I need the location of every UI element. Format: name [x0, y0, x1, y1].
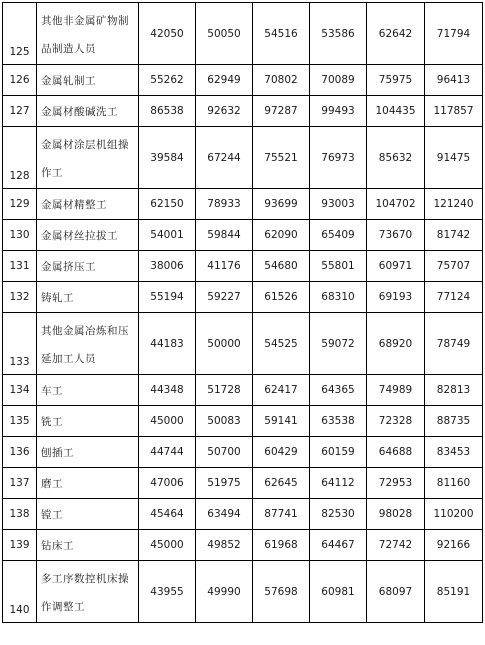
wage-value-cell: 59072 [310, 313, 367, 375]
wage-value-cell: 88735 [425, 406, 483, 437]
wage-value-cell: 64688 [367, 437, 425, 468]
occupation-cell: 金属材酸碱洗工 [37, 96, 139, 127]
wage-value-cell: 54516 [253, 3, 310, 65]
wage-table [2, 2, 483, 623]
wage-value-cell: 53586 [310, 3, 367, 65]
wage-value-cell: 51728 [196, 375, 253, 406]
table-row [3, 3, 483, 65]
wage-value-cell: 75521 [253, 127, 310, 189]
wage-value-cell: 82530 [310, 499, 367, 530]
table-row [3, 127, 483, 189]
table-row [3, 375, 483, 406]
occupation-cell: 金属材涂层机组操作工 [37, 127, 139, 189]
occupation-cell: 金属挤压工 [37, 251, 139, 282]
wage-value-cell: 45464 [139, 499, 196, 530]
wage-value-cell: 50000 [196, 313, 253, 375]
wage-value-cell: 92632 [196, 96, 253, 127]
occupation-cell: 钻床工 [37, 530, 139, 561]
wage-value-cell: 62642 [367, 3, 425, 65]
wage-value-cell: 91475 [425, 127, 483, 189]
wage-value-cell: 70089 [310, 65, 367, 96]
wage-value-cell: 73670 [367, 220, 425, 251]
wage-value-cell: 54525 [253, 313, 310, 375]
wage-value-cell: 50083 [196, 406, 253, 437]
wage-value-cell: 44183 [139, 313, 196, 375]
wage-value-cell: 104435 [367, 96, 425, 127]
wage-value-cell: 54001 [139, 220, 196, 251]
occupation-cell: 车工 [37, 375, 139, 406]
wage-value-cell: 85191 [425, 561, 483, 623]
wage-value-cell: 70802 [253, 65, 310, 96]
row-index-cell: 138 [3, 499, 37, 530]
wage-value-cell: 99493 [310, 96, 367, 127]
wage-value-cell: 49852 [196, 530, 253, 561]
wage-value-cell: 72953 [367, 468, 425, 499]
wage-value-cell: 51975 [196, 468, 253, 499]
wage-value-cell: 121240 [425, 189, 483, 220]
wage-value-cell: 60429 [253, 437, 310, 468]
occupation-cell: 其他金属冶炼和压延加工人员 [37, 313, 139, 375]
table-row [3, 313, 483, 375]
wage-value-cell: 86538 [139, 96, 196, 127]
row-index-cell: 125 [3, 3, 37, 65]
table-row [3, 406, 483, 437]
wage-value-cell: 60981 [310, 561, 367, 623]
table-row [3, 437, 483, 468]
wage-value-cell: 93003 [310, 189, 367, 220]
wage-value-cell: 64112 [310, 468, 367, 499]
wage-value-cell: 50050 [196, 3, 253, 65]
wage-value-cell: 76973 [310, 127, 367, 189]
wage-value-cell: 92166 [425, 530, 483, 561]
table-row [3, 96, 483, 127]
occupation-cell: 铣工 [37, 406, 139, 437]
row-index-cell: 134 [3, 375, 37, 406]
row-index-cell: 132 [3, 282, 37, 313]
wage-value-cell: 43955 [139, 561, 196, 623]
wage-value-cell: 62417 [253, 375, 310, 406]
wage-value-cell: 61526 [253, 282, 310, 313]
wage-value-cell: 64365 [310, 375, 367, 406]
wage-value-cell: 49990 [196, 561, 253, 623]
table-row [3, 561, 483, 623]
occupation-cell: 多工序数控机床操作调整工 [37, 561, 139, 623]
wage-value-cell: 83453 [425, 437, 483, 468]
row-index-cell: 133 [3, 313, 37, 375]
occupation-cell: 刨插工 [37, 437, 139, 468]
wage-value-cell: 96413 [425, 65, 483, 96]
wage-value-cell: 82813 [425, 375, 483, 406]
table-row [3, 189, 483, 220]
wage-value-cell: 55194 [139, 282, 196, 313]
row-index-cell: 139 [3, 530, 37, 561]
wage-value-cell: 74989 [367, 375, 425, 406]
table-row [3, 251, 483, 282]
occupation-cell: 金属材精整工 [37, 189, 139, 220]
wage-value-cell: 81742 [425, 220, 483, 251]
wage-value-cell: 57698 [253, 561, 310, 623]
table-row [3, 499, 483, 530]
wage-value-cell: 104702 [367, 189, 425, 220]
row-index-cell: 126 [3, 65, 37, 96]
wage-value-cell: 45000 [139, 406, 196, 437]
wage-value-cell: 78933 [196, 189, 253, 220]
wage-value-cell: 62645 [253, 468, 310, 499]
wage-value-cell: 97287 [253, 96, 310, 127]
wage-value-cell: 50700 [196, 437, 253, 468]
occupation-cell: 镗工 [37, 499, 139, 530]
wage-value-cell: 75975 [367, 65, 425, 96]
wage-value-cell: 68097 [367, 561, 425, 623]
occupation-cell: 其他非金属矿物制品制造人员 [37, 3, 139, 65]
occupation-cell: 金属轧制工 [37, 65, 139, 96]
wage-value-cell: 81160 [425, 468, 483, 499]
wage-value-cell: 47006 [139, 468, 196, 499]
row-index-cell: 127 [3, 96, 37, 127]
table-row [3, 220, 483, 251]
wage-value-cell: 87741 [253, 499, 310, 530]
wage-value-cell: 39584 [139, 127, 196, 189]
wage-value-cell: 62090 [253, 220, 310, 251]
row-index-cell: 128 [3, 127, 37, 189]
wage-value-cell: 59227 [196, 282, 253, 313]
wage-value-cell: 44744 [139, 437, 196, 468]
row-index-cell: 130 [3, 220, 37, 251]
wage-value-cell: 98028 [367, 499, 425, 530]
wage-value-cell: 64467 [310, 530, 367, 561]
wage-value-cell: 55801 [310, 251, 367, 282]
table-row [3, 530, 483, 561]
row-index-cell: 136 [3, 437, 37, 468]
wage-value-cell: 68310 [310, 282, 367, 313]
occupation-cell: 铸轧工 [37, 282, 139, 313]
wage-value-cell: 72328 [367, 406, 425, 437]
table-row [3, 468, 483, 499]
wage-value-cell: 54680 [253, 251, 310, 282]
wage-value-cell: 63538 [310, 406, 367, 437]
wage-value-cell: 59141 [253, 406, 310, 437]
wage-value-cell: 77124 [425, 282, 483, 313]
row-index-cell: 137 [3, 468, 37, 499]
row-index-cell: 131 [3, 251, 37, 282]
occupation-cell: 磨工 [37, 468, 139, 499]
wage-value-cell: 62949 [196, 65, 253, 96]
wage-value-cell: 59844 [196, 220, 253, 251]
wage-value-cell: 110200 [425, 499, 483, 530]
wage-value-cell: 41176 [196, 251, 253, 282]
wage-value-cell: 61968 [253, 530, 310, 561]
wage-value-cell: 71794 [425, 3, 483, 65]
wage-value-cell: 60159 [310, 437, 367, 468]
row-index-cell: 135 [3, 406, 37, 437]
wage-value-cell: 38006 [139, 251, 196, 282]
occupation-cell: 金属材丝拉拔工 [37, 220, 139, 251]
wage-value-cell: 85632 [367, 127, 425, 189]
wage-value-cell: 42050 [139, 3, 196, 65]
wage-value-cell: 63494 [196, 499, 253, 530]
wage-value-cell: 72742 [367, 530, 425, 561]
wage-value-cell: 45000 [139, 530, 196, 561]
wage-value-cell: 69193 [367, 282, 425, 313]
row-index-cell: 140 [3, 561, 37, 623]
wage-value-cell: 62150 [139, 189, 196, 220]
wage-value-cell: 67244 [196, 127, 253, 189]
table-body [3, 3, 483, 623]
row-index-cell: 129 [3, 189, 37, 220]
table-row [3, 282, 483, 313]
wage-value-cell: 78749 [425, 313, 483, 375]
wage-value-cell: 117857 [425, 96, 483, 127]
table-row [3, 65, 483, 96]
wage-value-cell: 68920 [367, 313, 425, 375]
wage-value-cell: 93699 [253, 189, 310, 220]
wage-value-cell: 60971 [367, 251, 425, 282]
wage-value-cell: 75707 [425, 251, 483, 282]
wage-value-cell: 65409 [310, 220, 367, 251]
wage-value-cell: 44348 [139, 375, 196, 406]
wage-value-cell: 55262 [139, 65, 196, 96]
